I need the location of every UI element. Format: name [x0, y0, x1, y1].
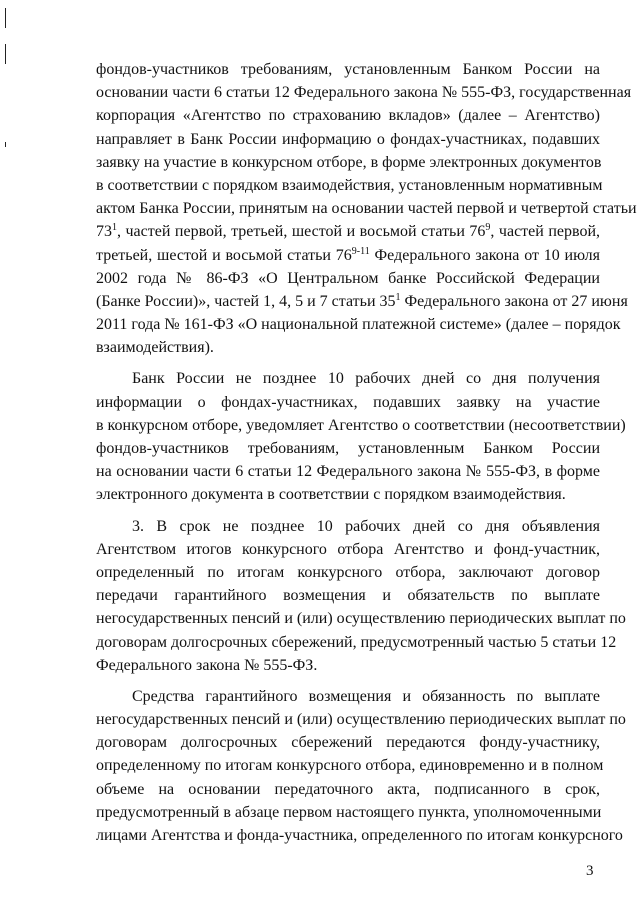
text-line: 2011 года № 161-ФЗ «О национальной платежной системе» (далее – порядок [96, 316, 621, 334]
text-line: актом Банка России, принятым на основании частей первой и четвертой статьи [96, 200, 637, 218]
text-line: договорам долгосрочных сбережений передаются фонду-участнику, [96, 734, 600, 752]
paragraph-gap [96, 359, 600, 367]
scan-margin-mark [5, 44, 6, 64]
paragraph [96, 685, 626, 847]
text-line: Средства гарантийного возмещения и обязанность по выплате [132, 687, 600, 705]
text-line: $73^1$, частей первой, третьей, шестой и восьмой статьи $76^9$, частей первой, [96, 222, 601, 241]
text-line: объеме на основании передаточного акта, подписанного в срок, [96, 780, 600, 798]
document-body [96, 58, 637, 847]
text-line: взаимодействия). [96, 339, 214, 357]
superscript: 1 [395, 291, 401, 303]
text-line: передачи гарантийного возмещения и обязательств по выплате [96, 587, 600, 605]
text-line: третьей, шестой и восьмой статьи 76$^{9-11}$ Федерального закона от 10 июля [96, 245, 601, 264]
superscript: 9 [485, 222, 491, 234]
paragraph-gap [96, 677, 600, 685]
text-line: информации о фондах-участниках, подавших заявку на участие [96, 393, 600, 411]
text-line: 2002 года № 86-ФЗ «О Центральном банке Российской Федерации [96, 269, 600, 287]
text-line: 3. В срок не позднее 10 рабочих дней со дня объявления [132, 517, 600, 535]
text-line: на основании части 6 статьи 12 Федерального закона № 555-ФЗ, в форме [96, 463, 600, 481]
text-line: фондов-участников требованиям, установленным Банком России на [96, 61, 600, 78]
superscript: 9-11 [351, 245, 370, 257]
text-line: направляет в Банк России информацию о фондах-участниках, подавших [96, 130, 600, 148]
text-line: заявку на участие в конкурсном отборе, в форме электронных документов [96, 153, 602, 171]
text-line: корпорация «Агентство по страхованию вкладов» (далее – Агентство) [96, 107, 600, 125]
scan-margin-mark [5, 8, 6, 28]
text-line: определенному по итогам конкурсного отбора, единовременно и в полном [96, 757, 604, 775]
text-line: основании части 6 статьи 12 Федерального закона № 555-ФЗ, государственная [96, 84, 632, 102]
text-line: определенный по итогам конкурсного отбора, заключают договор [96, 563, 600, 581]
paragraph [96, 58, 637, 359]
text-line: предусмотренный в абзаце первом настоящего пункта, уполномоченными [96, 803, 602, 821]
text-line: Агентством итогов конкурсного отбора Агентство и фонд-участник, [96, 540, 600, 558]
scan-margin-mark [5, 142, 6, 147]
text-line: в конкурсном отборе, уведомляет Агентство о соответствии (несоответствии) [96, 416, 626, 434]
paragraph [96, 515, 626, 677]
text-line: лицами Агентства и фонда-участника, определенного по итогам конкурсного [96, 827, 623, 844]
text-line: негосударственных пенсий и (или) осуществлению периодических выплат по [96, 711, 626, 729]
paragraph-gap [96, 507, 600, 515]
text-line: в соответствии с порядком взаимодействия, установленным нормативным [96, 176, 603, 194]
text-line: Федерального закона № 555-ФЗ. [96, 656, 318, 674]
paragraph [96, 367, 626, 506]
superscript: 1 [112, 222, 117, 234]
page-number: 3 [586, 863, 594, 879]
text-line: негосударственных пенсий и (или) осуществлению периодических выплат по [96, 610, 626, 628]
text-line: Банк России не позднее 10 рабочих дней со дня получения [132, 370, 600, 388]
text-line: договорам долгосрочных сбережений, предусмотренный частью 5 статьи 12 [96, 633, 617, 651]
text-line: фондов-участников требованиям, установленным Банком России [96, 440, 600, 457]
text-line: электронного документа в соответствии с порядком взаимодействия. [96, 486, 566, 504]
text-line: (Банке России)», частей 1, 4, 5 и 7 статьи $35^1$ Федерального закона от 27 июня [96, 291, 628, 310]
